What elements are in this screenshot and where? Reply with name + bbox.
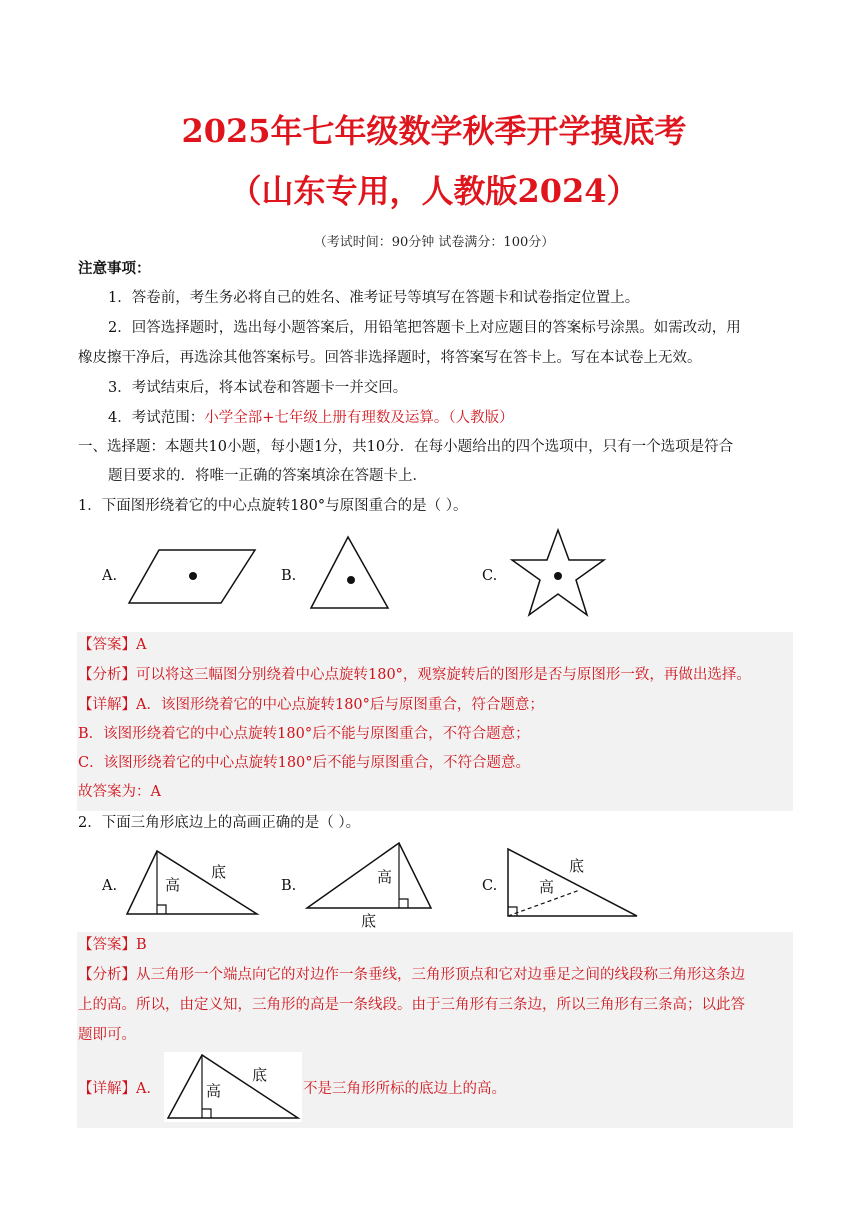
height-label: 高 <box>165 876 181 894</box>
q2-triangle-c-figure <box>505 846 645 920</box>
triangle-b-shape <box>307 843 431 908</box>
triangle-shape <box>311 537 388 608</box>
q2-detail-prefix: 【详解】A． <box>78 1081 161 1097</box>
notice-item-3: 3．考试结束后，将本试卷和答题卡一并交回。 <box>108 380 408 396</box>
triangle-a-shape <box>127 851 257 914</box>
q1-option-c-label: C. <box>482 568 498 584</box>
q1-answer: 【答案】A <box>78 637 147 653</box>
notice-heading: 注意事项： <box>78 260 151 277</box>
q2-analysis-line-2: 上的高。所以，由定义知，三角形的高是一条线段。由于三角形有三条边，所以三角形有三条高；以此答 <box>78 997 745 1013</box>
center-dot <box>189 572 197 580</box>
q2-analysis-line-1: 【分析】从三角形一个端点向它的对边作一条垂线，三角形顶点和它对边垂足之间的线段称三角形这条边 <box>78 967 745 983</box>
q2-answer: 【答案】B <box>78 937 147 953</box>
exam-info: （考试时间：90分钟 试卷满分：100分） <box>313 235 555 250</box>
section-1-line-1: 一、选择题：本题共10小题，每小题1分，共10分．在每小题给出的四个选项中，只有一个选项是符合 <box>78 439 734 455</box>
notice-item-2-line-1: 2．回答选择题时，选出每小题答案后，用铅笔把答题卡上对应题目的答案标号涂黑。如需改动，用 <box>108 320 741 336</box>
q2-detail-triangle-figure <box>164 1052 302 1122</box>
q1-option-b-label: B. <box>281 568 297 584</box>
section-1-line-2: 题目要求的．将唯一正确的答案填涂在答题卡上． <box>108 468 427 484</box>
center-dot <box>347 576 355 584</box>
q1-detail-b: B．该图形绕着它的中心点旋转180°后不能与原图重合，不符合题意； <box>78 726 530 742</box>
right-angle-mark <box>508 907 517 916</box>
right-angle-mark <box>157 905 166 914</box>
height-label: 高 <box>377 868 393 886</box>
notice-item-1: 1．答卷前，考生务必将自己的姓名、准考证号等填写在答题卡和试卷指定位置上。 <box>108 290 640 306</box>
q2-option-c-label: C. <box>482 878 498 894</box>
q2-detail-suffix: 不是三角形所标的底边上的高。 <box>303 1081 506 1097</box>
center-dot <box>554 572 562 580</box>
notice-item-4-prefix: 4．考试范围： <box>108 410 205 426</box>
notice-item-2-line-2: 橡皮擦干净后，再选涂其他答案标号。回答非选择题时，将答案写在答卡上。写在本试卷上无效。 <box>78 350 702 366</box>
height-label: 高 <box>539 878 555 896</box>
height-label: 高 <box>206 1082 222 1100</box>
q1-option-a-label: A. <box>102 568 118 584</box>
base-label: 底 <box>361 912 377 930</box>
base-label: 底 <box>211 863 227 881</box>
q2-option-b-label: B. <box>281 878 297 894</box>
q1-star-figure <box>508 528 608 620</box>
right-angle-mark <box>399 899 408 908</box>
q1-triangle-figure <box>305 533 395 613</box>
q2-triangle-b-figure <box>303 840 438 930</box>
q1-analysis: 【分析】可以将这三幅图分别绕着中心点旋转180°，观察旋转后的图形是否与原图形一致，再做出选择。 <box>78 667 751 683</box>
base-label: 底 <box>252 1066 268 1084</box>
base-label: 底 <box>569 857 585 875</box>
q1-solution-box <box>77 632 793 811</box>
q2-triangle-a-figure <box>125 848 260 918</box>
q1-stem: 1．下面图形绕着它的中心点旋转180°与原图重合的是（ ）。 <box>78 498 468 514</box>
notice-item-4 <box>108 408 514 428</box>
q2-stem: 2．下面三角形底边上的高画正确的是（ ）。 <box>78 815 361 831</box>
notice-item-4-scope: 小学全部+七年级上册有理数及运算。（人教版） <box>204 410 514 426</box>
q2-analysis-line-3: 题即可。 <box>78 1027 136 1043</box>
q1-parallelogram-figure <box>125 545 260 607</box>
q1-detail-c: C．该图形绕着它的中心点旋转180°后不能与原图重合，不符合题意。 <box>78 755 531 771</box>
q2-option-a-label: A. <box>102 878 118 894</box>
title-line-2: （山东专用，人教版2024） <box>229 172 639 210</box>
q1-detail-a: 【详解】A．该图形绕着它的中心点旋转180°后与原图重合，符合题意； <box>78 697 544 713</box>
title-line-1: 2025年七年级数学秋季开学摸底考 <box>181 112 687 150</box>
q1-conclusion: 故答案为：A <box>78 784 161 800</box>
